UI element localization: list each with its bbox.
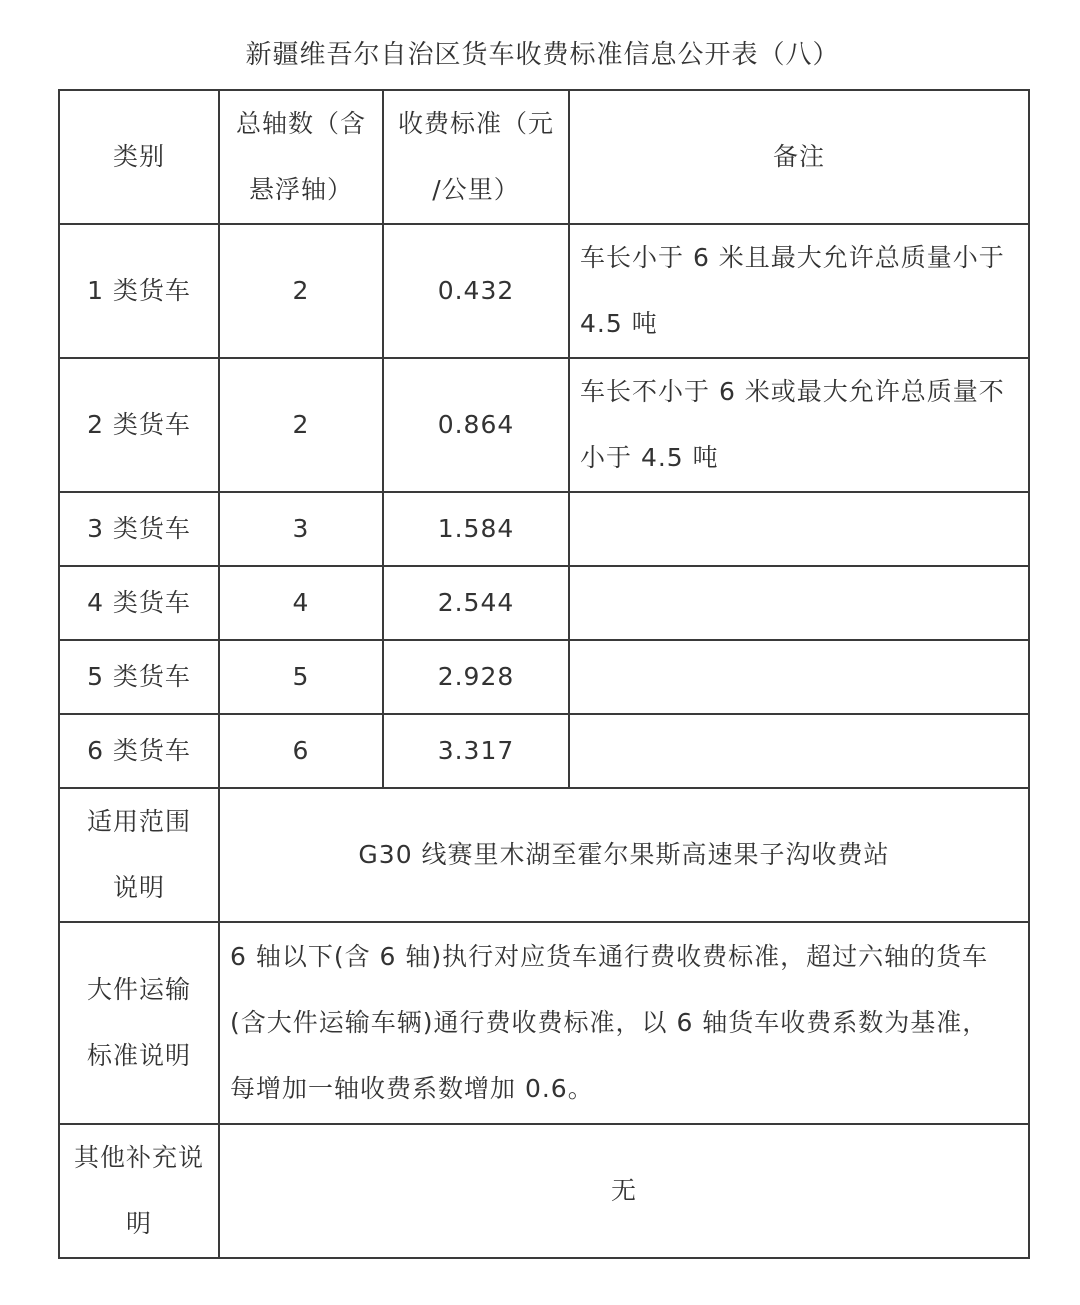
page-title: 新疆维吾尔自治区货车收费标准信息公开表（八）: [245, 40, 840, 70]
header-category: 类别: [59, 90, 219, 224]
other-row: [59, 1124, 1029, 1258]
scope-value: G30 线赛里木湖至霍尔果斯高速果子沟收费站: [219, 788, 1029, 922]
row-axles: 2: [219, 358, 383, 492]
oversize-row: [59, 922, 1029, 1124]
table-header-row: [59, 90, 1029, 224]
row-remark: [569, 492, 1029, 566]
table-row: [59, 640, 1029, 714]
table-row: [59, 492, 1029, 566]
header-axles: 总轴数（含 悬浮轴）: [219, 90, 383, 224]
row-rate: 2.544: [383, 566, 569, 640]
row-remark: 车长不小于 6 米或最大允许总质量不 小于 4.5 吨: [569, 358, 1029, 492]
table-row: [59, 566, 1029, 640]
row-axles: 4: [219, 566, 383, 640]
row-rate: 3.317: [383, 714, 569, 788]
fee-table: [58, 89, 1030, 1259]
row-category: 4 类货车: [59, 566, 219, 640]
scope-label: 适用范围 说明: [59, 788, 219, 922]
row-remark: [569, 566, 1029, 640]
other-label: 其他补充说 明: [59, 1124, 219, 1258]
row-axles: 2: [219, 224, 383, 358]
row-category: 2 类货车: [59, 358, 219, 492]
row-category: 3 类货车: [59, 492, 219, 566]
row-remark: [569, 714, 1029, 788]
table-row: [59, 224, 1029, 358]
oversize-label: 大件运输 标准说明: [59, 922, 219, 1124]
other-value: 无: [219, 1124, 1029, 1258]
row-axles: 6: [219, 714, 383, 788]
row-category: 5 类货车: [59, 640, 219, 714]
scope-row: [59, 788, 1029, 922]
row-rate: 1.584: [383, 492, 569, 566]
row-rate: 2.928: [383, 640, 569, 714]
row-remark: 车长小于 6 米且最大允许总质量小于 4.5 吨: [569, 224, 1029, 358]
oversize-value: 6 轴以下(含 6 轴)执行对应货车通行费收费标准，超过六轴的货车 (含大件运输车辆)通行费收费标准，以 6 轴货车收费系数为基准， 每增加一轴收费系数增加 0.6。: [219, 922, 1029, 1124]
row-axles: 5: [219, 640, 383, 714]
row-category: 1 类货车: [59, 224, 219, 358]
header-remarks: 备注: [569, 90, 1029, 224]
table-row: [59, 714, 1029, 788]
row-axles: 3: [219, 492, 383, 566]
row-remark: [569, 640, 1029, 714]
header-rate: 收费标准（元 /公里）: [383, 90, 569, 224]
row-category: 6 类货车: [59, 714, 219, 788]
row-rate: 0.864: [383, 358, 569, 492]
table-row: [59, 358, 1029, 492]
row-rate: 0.432: [383, 224, 569, 358]
